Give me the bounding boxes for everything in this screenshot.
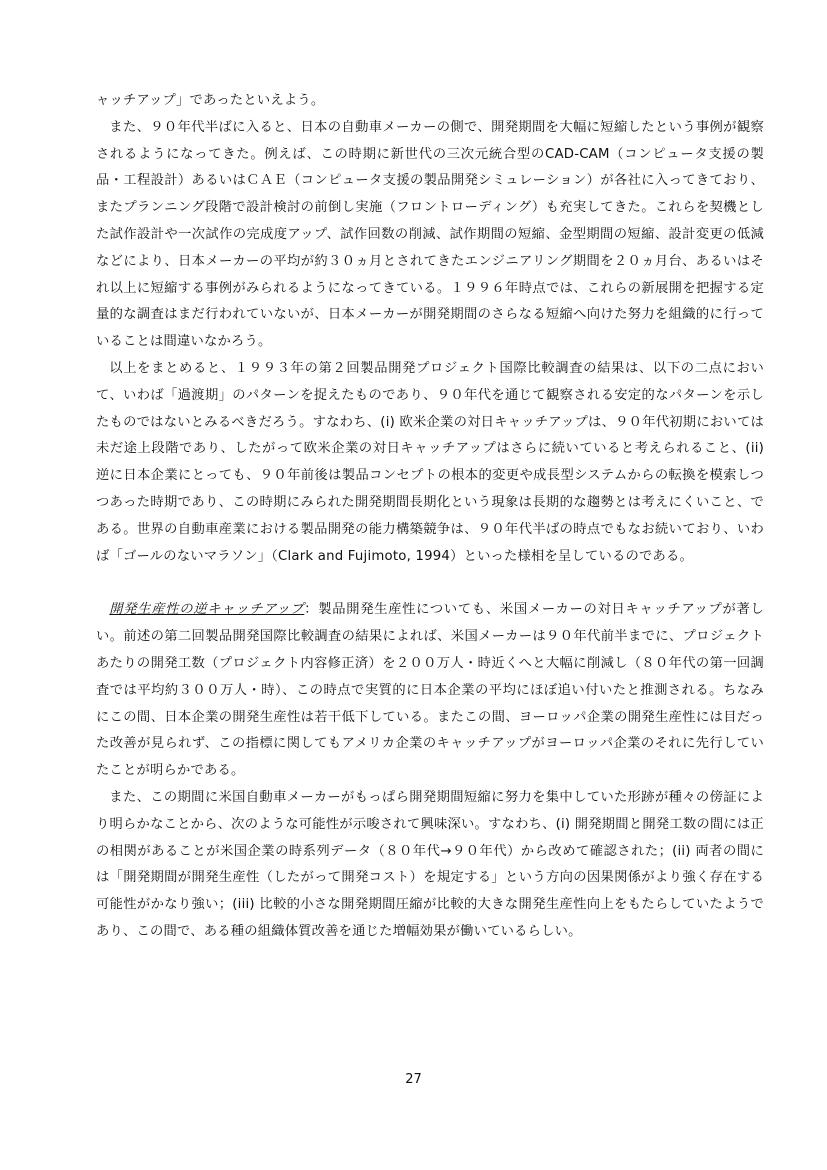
body-text [96,88,764,946]
paragraph-productivity-catchup [96,597,764,785]
paragraph-development-time-shortening: また、９０年代半ばに入ると、日本の自動車メーカーの側で、開発期間を大幅に短縮したという事例が観察されるようになってきた。例えば、この時期に新世代の三次元統合型のCAD‐CAM（コンピュータ支援の製品・工程設計）あるいはＣＡＥ（コンピュータ支援の製品開発シミュレーション）が各社に入ってきており、またプランニング段階で設計検討の前倒し実施（フロントローディング）も充実してきた。これらを契機とした試作設計や一次試作の完成度アップ、試作回数の削減、試作期間の短縮、金型期間の短縮、設計変更の低減などにより、日本メーカーの平均が約３０ヵ月とされてきたエンジニアリング期間を２０ヵ月台、あるいはそれ以上に短縮する事例がみられるようになってきている。１９９６年時点では、これらの新展開を把握する定量的な調査はまだ行われていないが、日本メーカーが開発期間のさらなる短縮へ向けた努力を組織的に行っていることは間違いなかろう。 [96,119,764,350]
section-gap [96,570,764,597]
page-number: 27 [405,1072,422,1087]
paragraph-summary: 以上をまとめると、１９９３年の第２回製品開発プロジェクト国際比較調査の結果は、以下の二点において、いわば「過渡期」のパターンを捉えたものであり、９０年代を通じて観察される安定的なパターンを示したものではないとみるべきだろう。すなわち、(i) 欧米企業の対日キャッチアップは、９０年代初期においては未だ途上段階であり、したがって欧米企業の対日キャッチアップはさらに続いていると考えられること、(ii) 逆に日本企業にとっても、９０年前後は製品コンセプトの根本的変更や成長型システムからの転換を模索しつつあった時期であり、この時期にみられた開発期間長期化という現象は長期的な趨勢とは考えにくいこと、である。世界の自動車産業における製品開発の能力構築競争は、９０年代半ばの時点でもなお続いており、いわば「ゴールのないマラソン」（Clark and Fujimoto, 1994）といった様相を呈しているのである。 [96,360,764,564]
paragraph-continuation: ャッチアップ」であったといえよう。 [96,93,325,108]
paragraph-implications: また、この期間に米国自動車メーカーがもっぱら開発期間短縮に努力を集中していた形跡が種々の傍証により明らかなことから、次のような可能性が示唆されて興味深い。すなわち、(i) 開発期間と開発工数の間には正の相関があることが米国企業の時系列データ（８０年代→９０年代）から改めて確認された；(ii) 両者の間には「開発期間が開発生産性（したがって開発コスト）を規定する」という方向の因果関係がより強く存在する可能性がかなり強い；(iii) 比較的小さな開発期間圧縮が比較的大きな開発生産性向上をもたらしていたようであり、この間で、ある種の組織体質改善を通じた増幅効果が働いているらしい。 [96,789,764,939]
paragraph-productivity-text: ：製品開発生産性についても、米国メーカーの対日キャッチアップが著しい。前述の第二回製品開発国際比較調査の結果によれば、米国メーカーは９０年代前半までに、プロジェクトあたりの開発工数（プロジェクト内容修正済）を２００万人・時近くへと大幅に削減し（８０年代の第一回調査では平均約３００万人・時）、この時点で実質的に日本企業の平均にほぼ追い付いたと推測される。ちなみにこの間、日本企業の開発生産性は若干低下している。またこの間、ヨーロッパ企業の開発生産性には目だった改善が見られず、この指標に関してもアメリカ企業のキャッチアップがヨーロッパ企業のそれに先行していたことが明らかである。 [96,602,764,779]
section-heading-term: 開発生産性の逆キャッチアップ [109,602,305,618]
